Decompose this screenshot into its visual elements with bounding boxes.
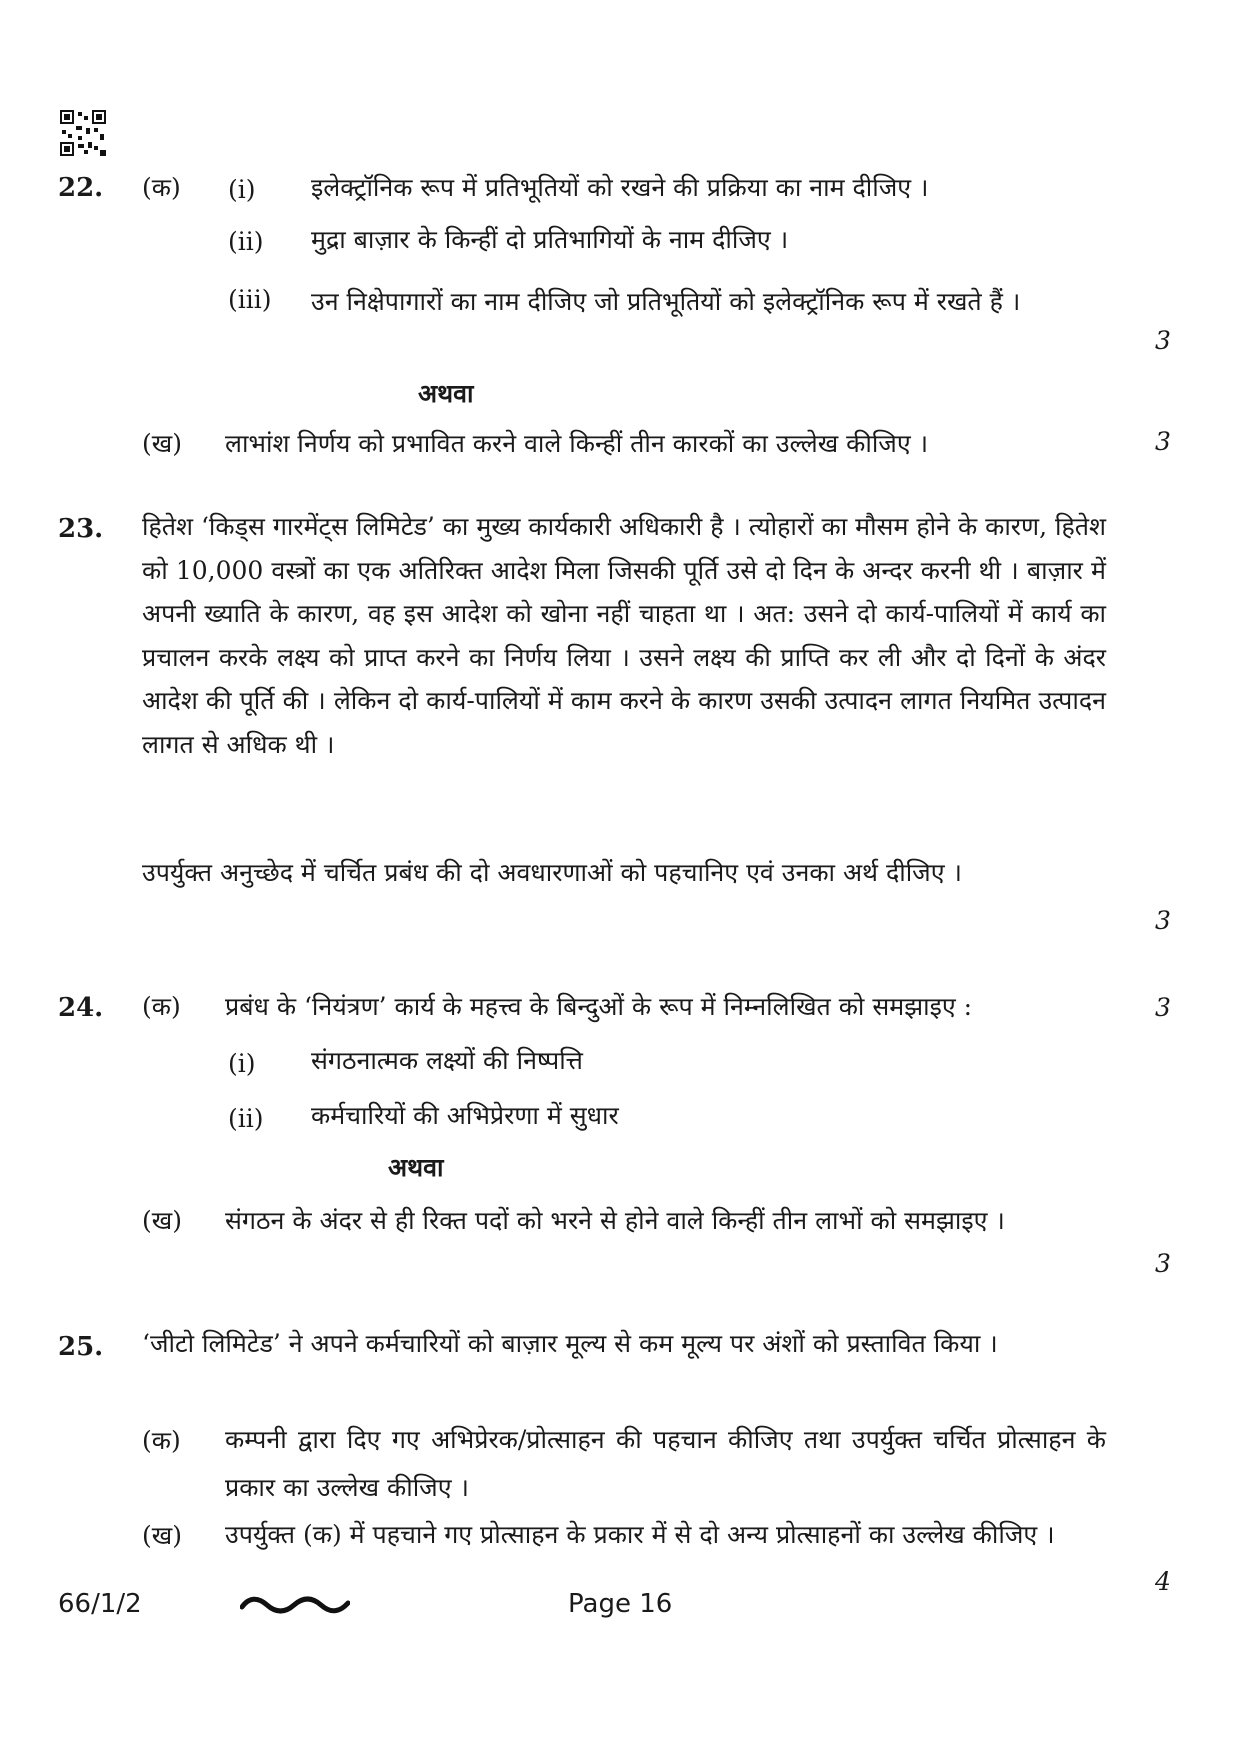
paragraph: उपर्युक्त अनुच्छेद में चर्चित प्रबंध की दो अवधारणाओं को पहचानिए एवं उनका अर्थ दीजिए । bbox=[142, 858, 962, 887]
marks: 3 bbox=[1155, 993, 1171, 1022]
part-text: कम्पनी द्वारा दिए गए अभिप्रेरक/प्रोत्साहन की पहचान कीजिए तथा उपर्युक्त चर्चित प्रोत्साहन के प्रकार का उल्लेख कीजिए । bbox=[225, 1425, 1106, 1502]
part-label: (क) bbox=[142, 173, 181, 202]
paragraph: ‘जीटो लिमिटेड’ ने अपने कर्मचारियों को बाज़ार मूल्य से कम मूल्य पर अंशों को प्रस्तावित किया । bbox=[142, 1329, 998, 1358]
part-label: (क) bbox=[142, 992, 181, 1021]
part-label: (ख) bbox=[142, 429, 182, 458]
or-separator: अथवा bbox=[388, 1153, 444, 1182]
marks: 3 bbox=[1155, 427, 1171, 456]
qr-code-icon bbox=[60, 110, 106, 156]
question-number: 25. bbox=[58, 1332, 104, 1362]
subpart-text: इलेक्ट्रॉनिक रूप में प्रतिभूतियों को रखने की प्रक्रिया का नाम दीजिए । bbox=[311, 173, 929, 202]
part-label: (ख) bbox=[142, 1521, 182, 1550]
subpart-label: (i) bbox=[228, 1049, 256, 1078]
subpart-label: (i) bbox=[228, 175, 256, 204]
subpart-text: मुद्रा बाज़ार के किन्हीं दो प्रतिभागियों के नाम दीजिए । bbox=[311, 225, 789, 254]
subpart-text: कर्मचारियों की अभिप्रेरणा में सुधार bbox=[311, 1101, 619, 1130]
part-text: लाभांश निर्णय को प्रभावित करने वाले किन्हीं तीन कारकों का उल्लेख कीजिए । bbox=[225, 429, 929, 458]
question-number: 24. bbox=[58, 993, 104, 1023]
marks: 3 bbox=[1155, 1249, 1171, 1278]
subpart-label: (ii) bbox=[228, 227, 264, 256]
marks: 3 bbox=[1155, 326, 1171, 355]
question-number: 22. bbox=[58, 173, 104, 203]
subpart-label: (iii) bbox=[228, 285, 272, 314]
question-number: 23. bbox=[58, 514, 104, 544]
paper-code: 66/1/2 bbox=[58, 1589, 142, 1619]
part-text: प्रबंध के ‘नियंत्रण’ कार्य के महत्त्व के बिन्दुओं के रूप में निम्नलिखित को समझाइए : bbox=[225, 992, 973, 1021]
subpart-text: संगठनात्मक लक्ष्यों की निष्पत्ति bbox=[311, 1046, 583, 1075]
subpart-text: उन निक्षेपागारों का नाम दीजिए जो प्रतिभूतियों को इलेक्ट्रॉनिक रूप में रखते हैं । bbox=[311, 287, 1021, 316]
part-text: उपर्युक्त (क) में पहचाने गए प्रोत्साहन के प्रकार में से दो अन्य प्रोत्साहनों का उल्लेख कीजिए । bbox=[225, 1520, 1055, 1549]
marks: 3 bbox=[1155, 906, 1171, 935]
tilde-ornament-icon bbox=[240, 1595, 350, 1615]
subpart-label: (ii) bbox=[228, 1104, 264, 1133]
marks: 4 bbox=[1155, 1567, 1171, 1596]
paragraph: हितेश ‘किड्स गारमेंट्स लिमिटेड’ का मुख्य कार्यकारी अधिकारी है । त्योहारों का मौसम होने के कारण, हितेश को 10,000 वस्त्रों का एक अतिरिक्त आदेश मिला जिसकी पूर्ति उसे दो दिन के अन्दर करनी थी । बाज़ार में अपनी ख्याति के कारण, वह इस आदेश को खोना नहीं चाहता था । अत: उसने दो कार्य-पालियों में कार्य का प्रचालन करके लक्ष्य को प्राप्त करने का निर्णय लिया । उसने लक्ष्य की प्राप्ति कर ली और दो दिनों के अंदर आदेश की पूर्ति की । लेकिन दो कार्य-पालियों में काम करने के कारण उसकी उत्पादन लागत नियमित उत्पादन लागत से अधिक थी । bbox=[142, 512, 1106, 759]
page-number: Page 16 bbox=[568, 1589, 673, 1619]
or-separator: अथवा bbox=[418, 379, 474, 408]
part-label: (ख) bbox=[142, 1206, 182, 1235]
part-text: संगठन के अंदर से ही रिक्त पदों को भरने से होने वाले किन्हीं तीन लाभों को समझाइए । bbox=[225, 1206, 1005, 1235]
part-label: (क) bbox=[142, 1426, 181, 1455]
